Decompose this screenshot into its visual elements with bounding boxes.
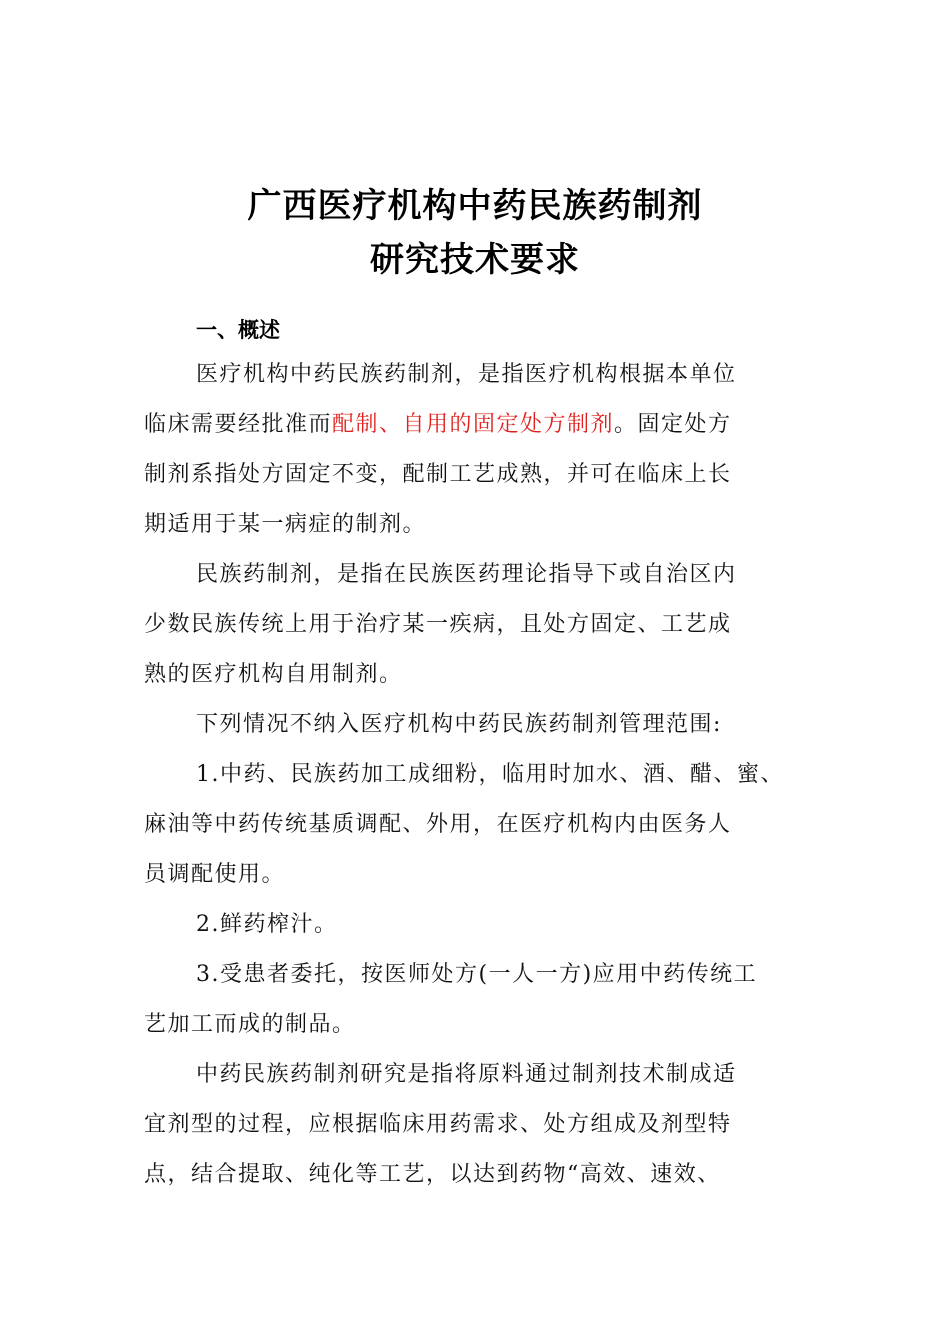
- highlighted-definition-text: 配制、自用的固定处方制剂: [332, 412, 615, 437]
- list-item-2-line-1: 2.鲜药榨汁。: [196, 912, 338, 937]
- list-item-3-line-2: 艺加工而成的制品。: [144, 1012, 356, 1037]
- list-item-3-line-1: 3.受患者委托，按医师处方(一人一方)应用中药传统工: [196, 962, 758, 987]
- document-title-line-1: 广西医疗机构中药民族药制剂: [247, 186, 703, 226]
- list-item-1-line-3: 员调配使用。: [144, 862, 286, 887]
- paragraph-2-line-3: 熟的医疗机构自用制剂。: [144, 662, 403, 687]
- paragraph-1-line-3: 制剂系指处方固定不变，配制工艺成熟，并可在临床上长: [144, 462, 732, 487]
- list-item-1-line-1: 1.中药、民族药加工成细粉，临用时加水、酒、醋、蜜、: [196, 762, 784, 787]
- list-item-1-line-2: 麻油等中药传统基质调配、外用，在医疗机构内由医务人: [144, 812, 732, 837]
- paragraph-1-line-2-text-b: 。固定处方: [614, 412, 732, 437]
- paragraph-3-line-1: 下列情况不纳入医疗机构中药民族药制剂管理范围:: [196, 712, 722, 737]
- paragraph-2-line-1: 民族药制剂，是指在民族医药理论指导下或自治区内: [196, 562, 737, 587]
- paragraph-4-line-1: 中药民族药制剂研究是指将原料通过制剂技术制成适: [196, 1062, 737, 1087]
- document-title-line-2: 研究技术要求: [370, 240, 580, 280]
- paragraph-4-line-2: 宜剂型的过程，应根据临床用药需求、处方组成及剂型特: [144, 1112, 732, 1137]
- paragraph-1-line-2: [144, 410, 732, 440]
- section-heading-overview: 一、概述: [196, 318, 280, 342]
- paragraph-4-line-3: 点，结合提取、纯化等工艺，以达到药物“高效、速效、: [144, 1162, 721, 1187]
- paragraph-1-line-4: 期适用于某一病症的制剂。: [144, 512, 427, 537]
- paragraph-1-line-1: 医疗机构中药民族药制剂，是指医疗机构根据本单位: [196, 362, 737, 387]
- paragraph-1-line-2-text-a: 临床需要经批准而: [144, 412, 333, 437]
- paragraph-2-line-2: 少数民族传统上用于治疗某一疾病，且处方固定、工艺成: [144, 612, 732, 637]
